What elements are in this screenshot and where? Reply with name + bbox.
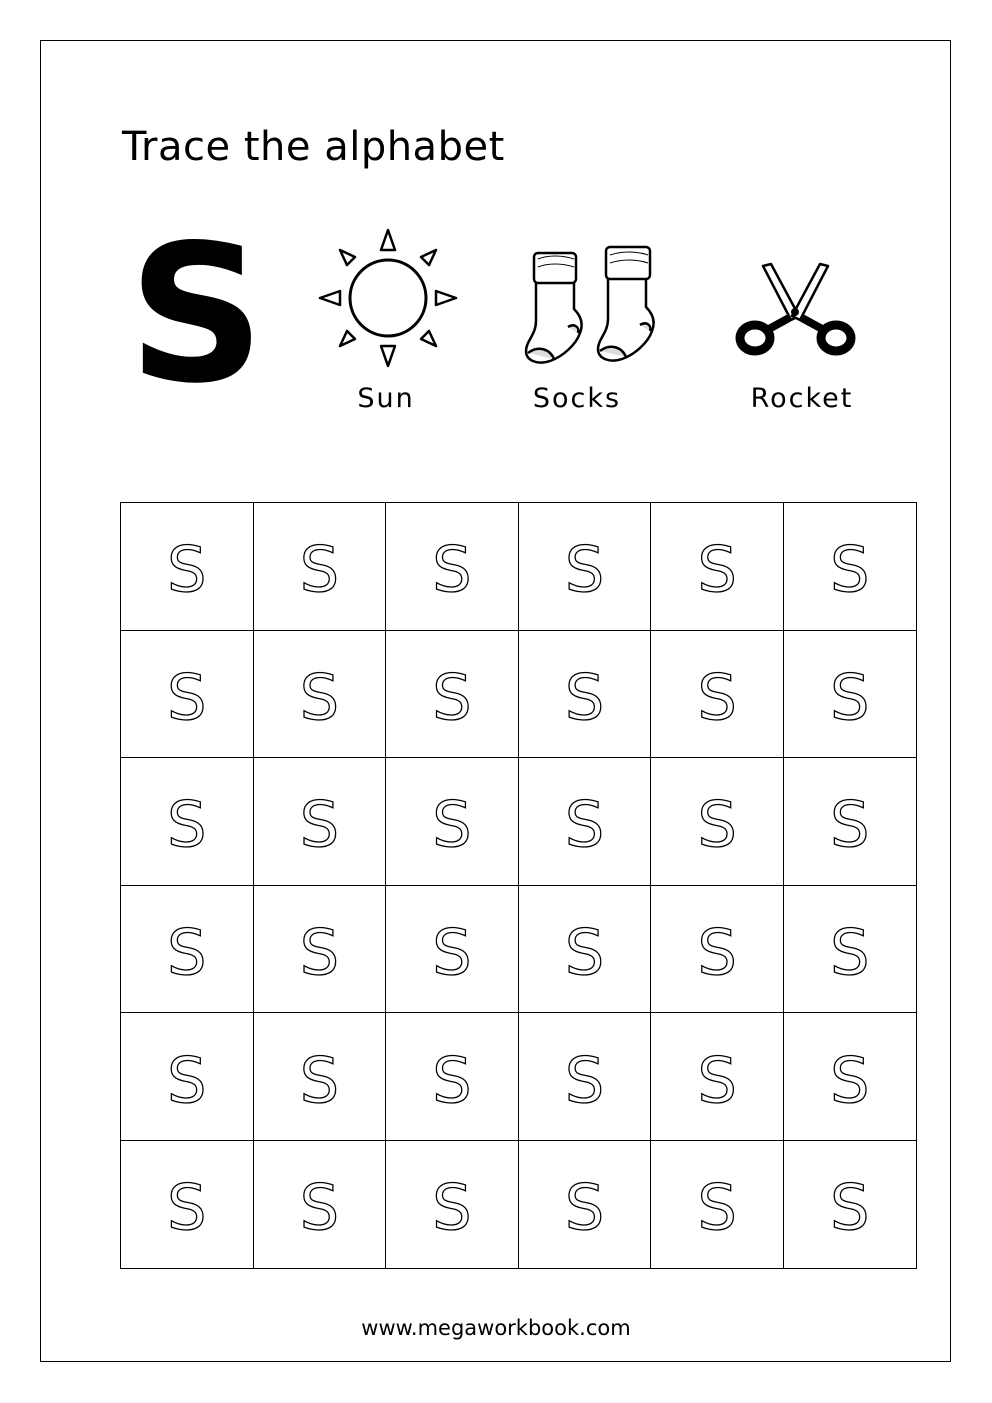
- picture-label-rocket: Rocket: [750, 383, 854, 414]
- trace-letter: S: [564, 1043, 605, 1117]
- trace-cell[interactable]: [518, 885, 651, 1013]
- trace-cell[interactable]: [386, 758, 519, 886]
- scissors-icon: [733, 262, 858, 362]
- trace-cell[interactable]: [386, 1140, 519, 1268]
- trace-cell[interactable]: [253, 630, 386, 758]
- trace-cell[interactable]: [651, 1140, 784, 1268]
- trace-cell[interactable]: [651, 1013, 784, 1141]
- picture-label-socks: Socks: [532, 383, 622, 414]
- trace-letter: S: [299, 1043, 340, 1117]
- trace-cell[interactable]: [386, 503, 519, 631]
- trace-cell[interactable]: [651, 758, 784, 886]
- sun-icon: [318, 228, 458, 368]
- trace-letter: S: [564, 788, 605, 862]
- grid-row: [121, 1013, 917, 1141]
- trace-letter: S: [299, 533, 340, 607]
- grid-row: [121, 1140, 917, 1268]
- picture-label-sun: Sun: [357, 383, 415, 414]
- trace-cell[interactable]: [518, 1013, 651, 1141]
- trace-letter: S: [299, 916, 340, 990]
- trace-letter: S: [432, 1171, 472, 1245]
- trace-cell[interactable]: [518, 503, 651, 631]
- trace-letter: S: [564, 1171, 605, 1245]
- trace-cell[interactable]: [518, 1140, 651, 1268]
- trace-letter: S: [830, 1171, 870, 1245]
- trace-letter: S: [697, 1171, 737, 1245]
- trace-cell[interactable]: [121, 503, 254, 631]
- trace-cell[interactable]: [121, 1013, 254, 1141]
- trace-cell[interactable]: [253, 758, 386, 886]
- grid-row: [121, 630, 917, 758]
- trace-letter: S: [564, 660, 605, 734]
- trace-letter: S: [564, 533, 605, 607]
- trace-cell[interactable]: [783, 758, 916, 886]
- trace-letter: S: [167, 533, 207, 607]
- trace-cell[interactable]: [121, 1140, 254, 1268]
- trace-letter: S: [697, 916, 737, 990]
- grid-row: [121, 885, 917, 1013]
- trace-letter: S: [697, 533, 737, 607]
- trace-cell[interactable]: [121, 885, 254, 1013]
- grid-row: [121, 758, 917, 886]
- footer-url: www.megaworkbook.com: [361, 1316, 631, 1340]
- trace-cell[interactable]: [121, 630, 254, 758]
- trace-cell[interactable]: [651, 503, 784, 631]
- featured-letter: S: [128, 204, 265, 425]
- trace-letter: S: [432, 788, 472, 862]
- trace-cell[interactable]: [253, 1140, 386, 1268]
- trace-letter: S: [167, 1043, 207, 1117]
- trace-cell[interactable]: [783, 630, 916, 758]
- trace-letter: S: [432, 533, 472, 607]
- trace-letter: S: [830, 788, 870, 862]
- trace-letter: S: [697, 660, 737, 734]
- trace-cell[interactable]: [253, 885, 386, 1013]
- trace-cell[interactable]: [386, 1013, 519, 1141]
- trace-letter: S: [697, 1043, 737, 1117]
- trace-cell[interactable]: [386, 885, 519, 1013]
- trace-cell[interactable]: [651, 630, 784, 758]
- trace-letter: S: [564, 916, 605, 990]
- trace-cell[interactable]: [783, 1013, 916, 1141]
- trace-letter: S: [432, 1043, 472, 1117]
- trace-cell[interactable]: [518, 630, 651, 758]
- trace-letter: S: [830, 1043, 870, 1117]
- socks-icon: [518, 243, 668, 368]
- trace-letter: S: [167, 660, 207, 734]
- trace-cell[interactable]: [253, 1013, 386, 1141]
- grid-row: [121, 503, 917, 631]
- trace-cell[interactable]: [783, 885, 916, 1013]
- trace-letter: S: [830, 533, 870, 607]
- trace-letter: S: [299, 788, 340, 862]
- page-title: Trace the alphabet: [122, 124, 505, 170]
- trace-cell[interactable]: [518, 758, 651, 886]
- trace-letter: S: [432, 916, 472, 990]
- trace-letter: S: [830, 660, 870, 734]
- trace-cell[interactable]: [121, 758, 254, 886]
- trace-letter: S: [299, 1171, 340, 1245]
- trace-letter: S: [432, 660, 472, 734]
- trace-letter: S: [167, 788, 207, 862]
- trace-letter: S: [167, 1171, 207, 1245]
- trace-cell[interactable]: [386, 630, 519, 758]
- trace-cell[interactable]: [253, 503, 386, 631]
- trace-letter: S: [830, 916, 870, 990]
- trace-cell[interactable]: [651, 885, 784, 1013]
- tracing-grid: [120, 502, 917, 1269]
- trace-letter: S: [697, 788, 737, 862]
- trace-cell[interactable]: [783, 1140, 916, 1268]
- trace-letter: S: [299, 660, 340, 734]
- trace-letter: S: [167, 916, 207, 990]
- trace-cell[interactable]: [783, 503, 916, 631]
